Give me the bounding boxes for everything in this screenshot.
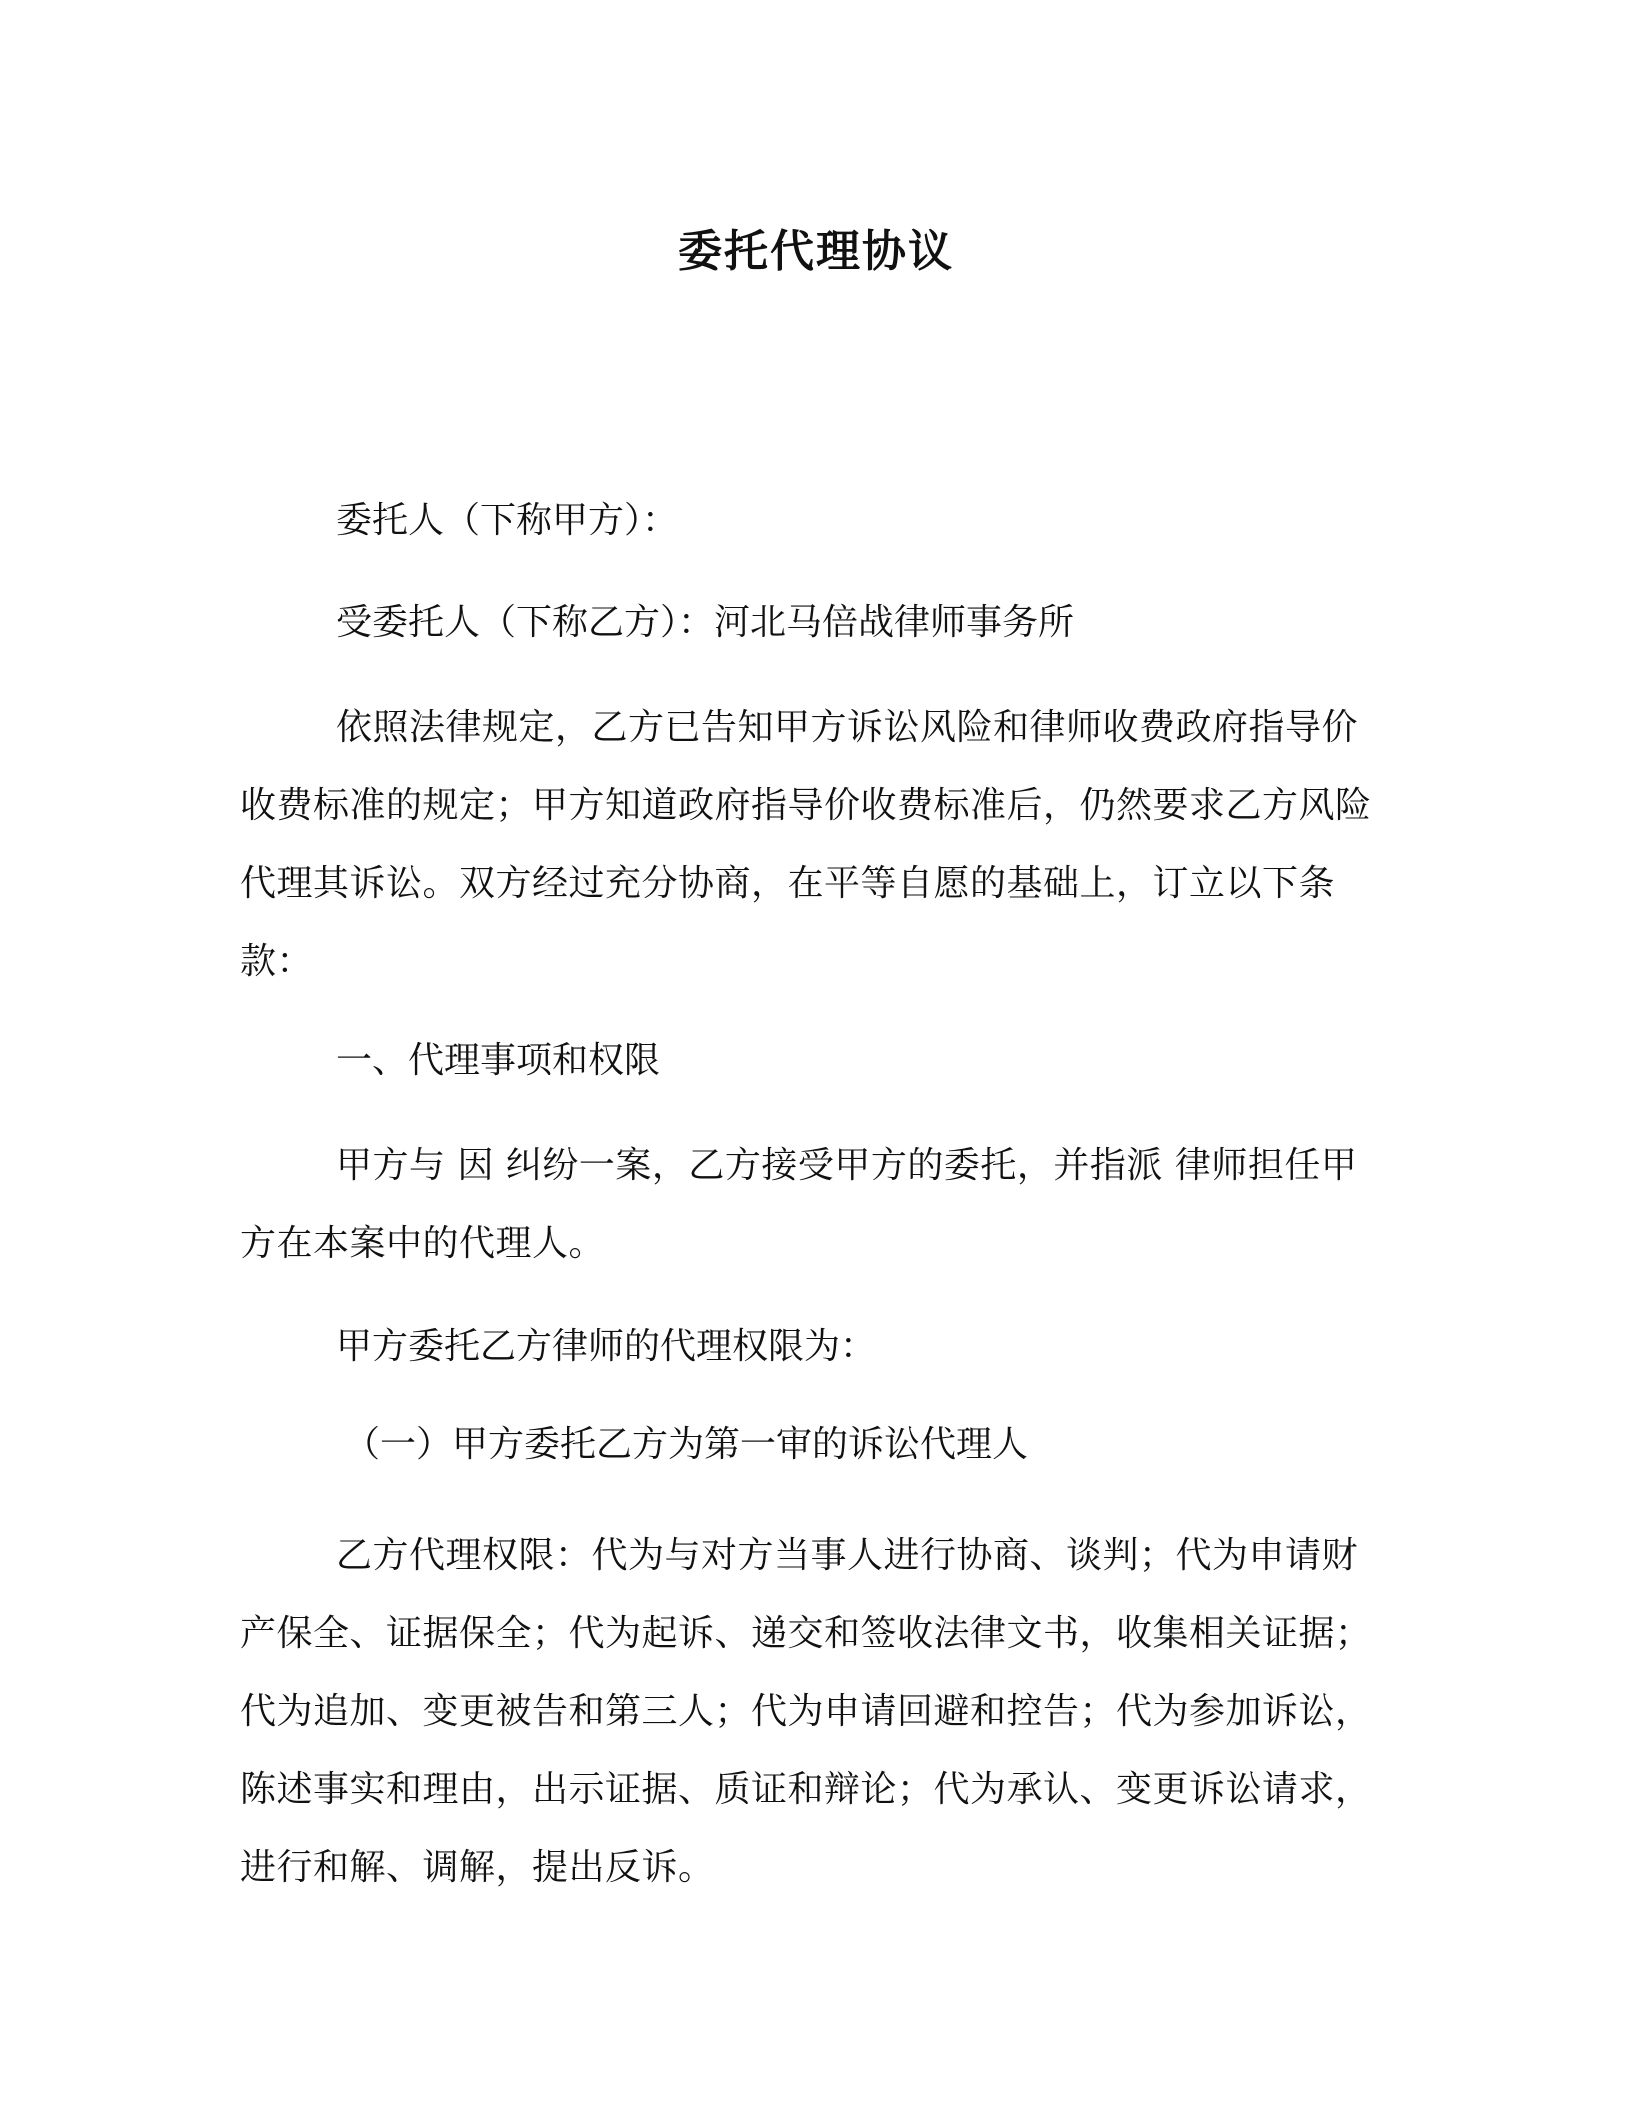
section1-paragraph: 甲方与 因 纠纷一案，乙方接受甲方的委托，并指派 律师担任甲方在本案中的代理人。 [240, 1145, 1358, 1264]
intro-paragraph-block [240, 689, 1392, 1001]
subsection1-heading: （一）甲方委托乙方为第一审的诉讼代理人 [344, 1424, 1029, 1465]
authority-paragraph-block [240, 1517, 1392, 1907]
principal-line: 委托人（下称甲方）： [336, 500, 679, 541]
intro-paragraph: 依照法律规定，乙方已告知甲方诉讼风险和律师收费政府指导价收费标准的规定；甲方知道政府指导价收费标准后，仍然要求乙方风险代理其诉讼。双方经过充分协商，在平等自愿的基础上，订立以下条款： [240, 707, 1372, 982]
document-title: 委托代理协议 [678, 226, 954, 277]
agent-line: 受委托人（下称乙方）：河北马倍战律师事务所 [336, 602, 1075, 643]
authority-intro: 甲方委托乙方律师的代理权限为： [336, 1326, 877, 1367]
authority-paragraph: 乙方代理权限：代为与对方当事人进行协商、谈判；代为申请财产保全、证据保全；代为起诉、递交和签收法律文书，收集相关证据；代为追加、变更被告和第三人；代为申请回避和控告；代为参加诉讼，陈述事实和理由，出示证据、质证和辩论；代为承认、变更诉讼请求，进行和解、调解，提出反诉。 [240, 1535, 1372, 1888]
section1-heading: 一、代理事项和权限 [336, 1040, 661, 1081]
section1-paragraph-block [240, 1127, 1392, 1283]
